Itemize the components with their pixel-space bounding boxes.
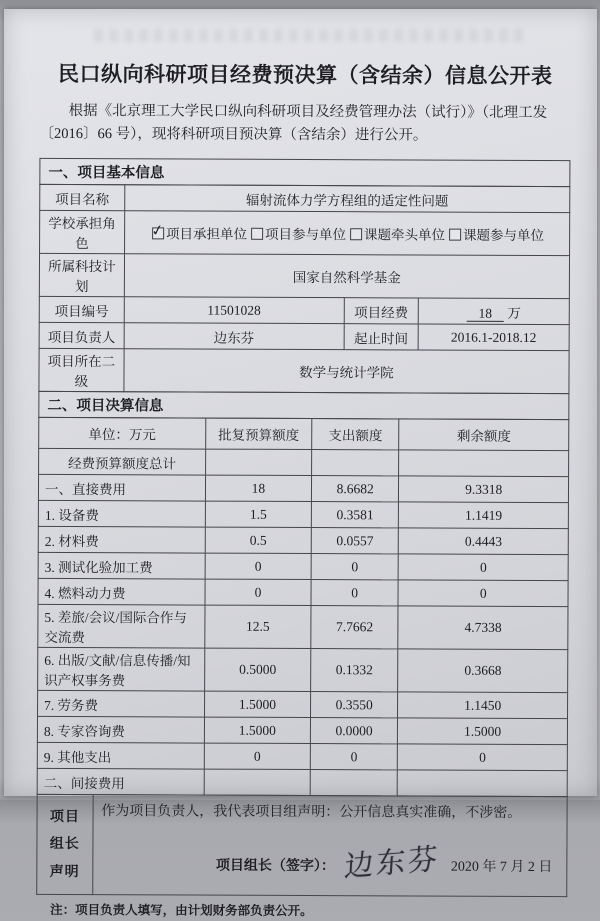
checkbox-checked-icon [152, 228, 164, 240]
declaration-label [37, 795, 93, 895]
spent-cell: 8.6682 [311, 476, 399, 502]
remaining-cell: 9.3318 [399, 476, 569, 503]
role-option-label: 项目参与单位 [264, 227, 347, 243]
budget-row-label: 7. 劳务费 [38, 691, 205, 718]
budget-row-label: 经费预算额度总计 [39, 449, 206, 476]
period-label: 起止时间 [344, 324, 418, 350]
role-option-label: 课题牵头单位 [363, 227, 446, 243]
spent-cell: 0.3550 [310, 692, 398, 718]
remaining-cell: 4.7338 [398, 606, 568, 650]
spent-cell: 0 [311, 580, 399, 606]
signature-line [101, 843, 553, 884]
remaining-cell: 0.3668 [398, 649, 568, 693]
budget-row-labor [38, 691, 568, 719]
remaining-cell: 0 [398, 744, 568, 771]
project-name-value: 辐射流体力学方程组的适定性问题 [125, 185, 570, 213]
spent-cell: 7.7662 [311, 606, 399, 649]
spent-cell: 0.0000 [310, 718, 398, 744]
checkbox-icon [350, 229, 362, 241]
remaining-cell: 1.5000 [398, 718, 568, 745]
section1-heading: 一、项目基本信息 [39, 158, 570, 187]
budget-cell: 0.5 [205, 527, 311, 553]
footnote: 注：项目负责人填写，由计划财务部负责公开。 [50, 903, 313, 919]
basic-info-table [38, 184, 570, 394]
budget-cell: 0 [205, 553, 311, 579]
spent-cell: 0.0557 [311, 528, 399, 554]
budget-row-label: 8. 专家咨询费 [37, 717, 204, 744]
budget-row-other [37, 743, 567, 771]
budget-cell: 0 [205, 579, 311, 605]
funds-label: 项目经费 [344, 298, 418, 324]
budget-row-publication [38, 648, 568, 693]
spent-cell: 0.1332 [311, 649, 399, 692]
col-budget: 批复预算额度 [206, 418, 312, 449]
budget-cell: 1.5000 [204, 691, 310, 717]
budget-row-equipment [38, 501, 568, 529]
remaining-cell [398, 770, 568, 797]
budget-cell [204, 769, 310, 795]
budget-row-label: 一、直接费用 [38, 475, 205, 502]
budget-row-travel [38, 605, 568, 650]
budget-cell: 1.5 [205, 501, 311, 527]
row-project-name [40, 185, 570, 213]
col-spent: 支出额度 [312, 419, 400, 450]
budget-row-label: 4. 燃料动力费 [38, 579, 205, 606]
budget-row-label: 9. 其他支出 [37, 743, 204, 770]
declaration-table [36, 794, 567, 897]
declaration-row [37, 795, 567, 897]
budget-row-label: 6. 出版/文献/信息传播/知识产权事务费 [38, 648, 205, 692]
program-value: 国家自然科学基金 [124, 254, 569, 299]
budget-row-label: 二、间接费用 [37, 769, 204, 796]
role-label: 学校承担角色 [40, 211, 125, 254]
role-option-undertaker [150, 227, 247, 242]
remaining-cell: 0 [398, 554, 568, 581]
role-option-participant [249, 227, 346, 242]
funds-unit: 万 [507, 305, 521, 321]
row-program [39, 254, 569, 299]
budget-cell: 12.5 [205, 605, 311, 648]
handwritten-signature: 边东芬 [343, 843, 442, 884]
row-leader-period [39, 323, 569, 351]
spent-cell [311, 450, 399, 476]
budget-row-materials [38, 527, 568, 555]
role-option-topic-participant [447, 228, 544, 243]
budget-row-direct [38, 475, 568, 503]
declaration-label-line: 项目 [49, 809, 80, 825]
bleed-through-artifact [94, 29, 527, 42]
budget-row-fuel [38, 579, 568, 607]
budget-cell: 18 [205, 475, 311, 501]
spent-cell: 0 [311, 554, 399, 580]
signature-date: 2020 年 7 月 2 日 [450, 859, 553, 875]
period-value: 2016.1-2018.12 [418, 324, 569, 351]
budget-cell: 0.5000 [205, 648, 311, 691]
school-label: 项目所在二级 [39, 349, 124, 392]
page-title: 民口纵向科研项目经费预决算（含结余）信息公开表 [58, 61, 553, 89]
spent-cell [310, 770, 398, 796]
budget-table [37, 417, 570, 797]
budget-cell [205, 449, 311, 475]
remaining-cell [399, 450, 569, 477]
budget-cell: 1.5000 [204, 717, 310, 743]
leader-value: 边东芬 [124, 323, 344, 350]
spent-cell: 0 [310, 744, 398, 770]
budget-row-consulting [37, 717, 567, 745]
form-table [36, 158, 570, 897]
intro-paragraph: 根据《北京理工大学民口纵向科研项目及经费管理办法（试行）》（北理工发〔2016〕66 号），现将科研项目预决算（含结余）进行公开。 [39, 102, 548, 144]
program-label: 所属科技计划 [39, 254, 124, 297]
checkbox-icon [251, 228, 263, 240]
budget-row-testing [38, 553, 568, 581]
budget-row-label: 2. 材料费 [38, 527, 205, 554]
funds-value-cell [418, 298, 569, 325]
row-number-funds [39, 297, 569, 325]
project-number-label: 项目编号 [39, 297, 124, 323]
leader-label: 项目负责人 [39, 323, 124, 349]
role-options-cell [124, 211, 569, 256]
signature-label: 项目组长（签字）： [215, 858, 335, 875]
row-role [40, 211, 570, 256]
declaration-label-line: 组长 [49, 837, 80, 853]
section2-heading: 二、项目决算信息 [38, 391, 569, 420]
remaining-cell: 0.4443 [399, 528, 569, 555]
budget-row-label: 3. 测试化验加工费 [38, 553, 205, 580]
col-unit: 单位：万元 [39, 418, 206, 450]
budget-row-label: 5. 差旅/会议/国际合作与交流费 [38, 605, 205, 649]
role-option-label: 课题参与单位 [462, 228, 545, 244]
checkbox-icon [449, 229, 461, 241]
budget-cell: 0 [204, 743, 310, 769]
document-content [36, 58, 571, 921]
remaining-cell: 1.1450 [398, 692, 568, 719]
spent-cell: 0.3581 [311, 502, 399, 528]
declaration-body [92, 795, 567, 897]
project-number-value: 11501028 [124, 297, 344, 324]
budget-header-row [39, 418, 569, 451]
role-option-label: 项目承担单位 [165, 226, 248, 243]
project-name-label: 项目名称 [40, 185, 125, 211]
row-school [39, 349, 569, 394]
paper-sheet [4, 9, 597, 919]
declaration-label-line: 声明 [49, 864, 80, 880]
budget-row-label: 1. 设备费 [38, 501, 205, 528]
role-option-topic-lead [348, 228, 445, 243]
school-value: 数学与统计学院 [124, 349, 569, 394]
budget-row-indirect [37, 769, 567, 797]
remaining-cell: 0 [398, 580, 568, 607]
remaining-cell: 1.1419 [399, 502, 569, 529]
funds-amount: 18 [466, 306, 504, 322]
declaration-statement: 作为项目负责人，我代表项目组声明：公开信息真实准确，不涉密。 [101, 804, 522, 822]
budget-row-total [39, 449, 569, 477]
col-remaining: 剩余额度 [399, 419, 569, 451]
